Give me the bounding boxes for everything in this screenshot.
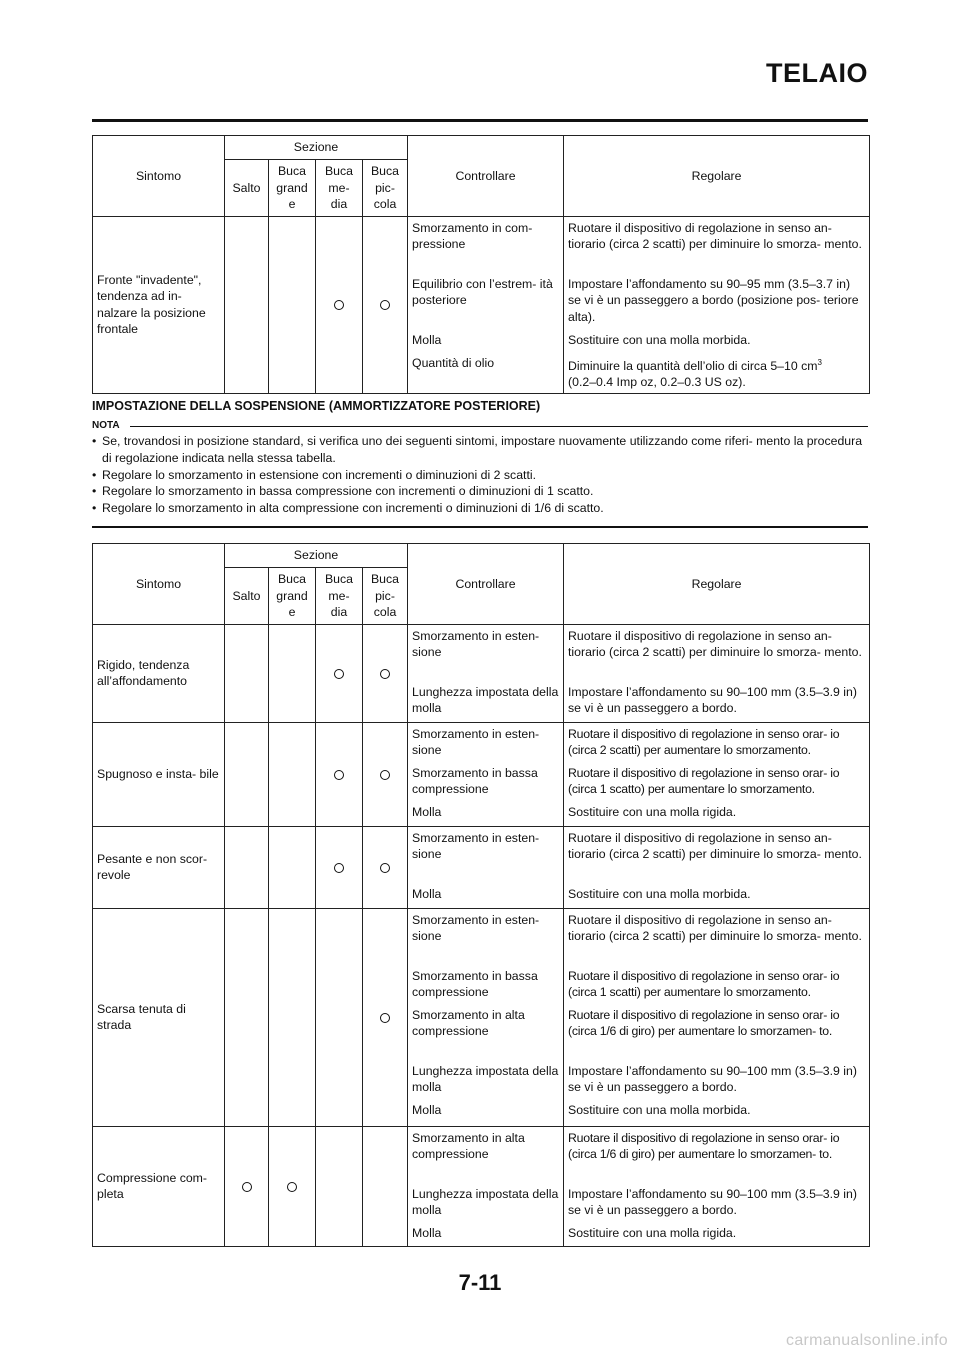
note-item: • Regolare lo smorzamento in estensione con incrementi o diminuzioni di 2 scatti. [92, 467, 870, 484]
unit-superscript: 3 [817, 357, 822, 367]
note-list [92, 433, 870, 517]
applies-circle-icon [334, 770, 344, 780]
buca-media-cell [316, 722, 363, 826]
check-item: Smorzamento in bassa compressione [412, 765, 538, 796]
buca-grande-cell [269, 826, 316, 908]
check-item: Molla [412, 1102, 442, 1117]
adjust-item: Ruotare il dispositivo di regolazione in senso orar- io (circa 1 scatti) per aumentare lo smorzamento. [568, 968, 840, 999]
buca-piccola-cell [363, 908, 408, 1126]
table-row [93, 908, 870, 1126]
adjust-item: Impostare l’affondamento su 90–100 mm (3.5–3.9 in) se vi è un passeggero a bordo. [568, 684, 857, 715]
buca-grande-cell [269, 908, 316, 1126]
applies-circle-icon [242, 1182, 252, 1192]
adjust-item: Ruotare il dispositivo di regolazione in senso orar- io (circa 1/6 di giro) per aumentare lo smorzamen- to. [568, 1130, 840, 1161]
table-row [93, 216, 870, 393]
applies-circle-icon [334, 300, 344, 310]
symptom-cell: Rigido, tendenza all’affondamento [93, 624, 225, 722]
applies-circle-icon [380, 1013, 390, 1023]
header-adjust: Regolare [564, 136, 870, 217]
salto-cell [225, 1126, 269, 1246]
adjust-cell [564, 722, 870, 826]
applies-circle-icon [380, 300, 390, 310]
adjust-cell [564, 826, 870, 908]
applies-circle-icon [334, 669, 344, 679]
check-cell [408, 216, 564, 393]
salto-cell [225, 722, 269, 826]
symptom-cell: Compressione com- pleta [93, 1126, 225, 1246]
symptom-cell: Scarsa tenuta di strada [93, 908, 225, 1126]
applies-circle-icon [334, 863, 344, 873]
salto-cell [225, 908, 269, 1126]
table-row [93, 826, 870, 908]
buca-piccola-cell [363, 1126, 408, 1246]
check-cell [408, 826, 564, 908]
check-item: Quantità di olio [412, 355, 495, 370]
header-rule [92, 119, 868, 122]
adjust-item: Ruotare il dispositivo di regolazione in senso an- tiorario (circa 2 scatti) per diminuire lo smorza- mento. [568, 912, 862, 943]
page-title: TELAIO [766, 58, 868, 88]
header-salto: Salto [225, 568, 269, 625]
header-check: Controllare [408, 544, 564, 625]
check-item: Lunghezza impostata della molla [412, 1186, 559, 1217]
adjust-item: Ruotare il dispositivo di regolazione in senso orar- io (circa 1 scatto) per aumentare lo smorzamento. [568, 765, 840, 796]
table-row [93, 722, 870, 826]
adjust-text: (0.2–0.4 Imp oz, 0.2–0.3 US oz). [568, 375, 746, 390]
symptom-cell: Pesante e non scor- revole [93, 826, 225, 908]
check-cell [408, 908, 564, 1126]
salto-cell [225, 826, 269, 908]
buca-grande-cell [269, 624, 316, 722]
buca-media-cell [316, 216, 363, 393]
check-item: Molla [412, 804, 442, 819]
symptom-cell: Fronte "invadente", tendenza ad in- nalzare la posizione frontale [93, 216, 225, 393]
note-label: NOTA [92, 420, 120, 431]
note-end-rule [92, 526, 868, 528]
check-item: Smorzamento in bassa compressione [412, 968, 538, 999]
note-rule [130, 426, 868, 427]
adjust-item: Impostare l’affondamento su 90–100 mm (3.5–3.9 in) se vi è un passeggero a bordo. [568, 1186, 857, 1217]
header-buca-piccola: Buca pic- cola [363, 160, 408, 217]
adjust-item: Impostare l’affondamento su 90–100 mm (3.5–3.9 in) se vi è un passeggero a bordo. [568, 1063, 857, 1094]
check-item: Lunghezza impostata della molla [412, 684, 559, 715]
salto-cell [225, 624, 269, 722]
adjust-item: Ruotare il dispositivo di regolazione in senso an- tiorario (circa 2 scatti) per diminuire lo smorza- mento. [568, 220, 862, 251]
check-item: Molla [412, 332, 442, 347]
applies-circle-icon [380, 863, 390, 873]
adjust-cell [564, 908, 870, 1126]
page-number: 7-11 [458, 1270, 502, 1295]
adjust-item: Sostituire con una molla morbida. [568, 1102, 751, 1117]
adjust-item: Sostituire con una molla morbida. [568, 332, 751, 347]
adjust-item: Ruotare il dispositivo di regolazione in senso orar- io (circa 2 scatti) per aumentare lo smorzamento. [568, 726, 840, 757]
buca-piccola-cell [363, 216, 408, 393]
header-symptom: Sintomo [93, 544, 225, 625]
header-section: Sezione [225, 544, 408, 568]
header-adjust: Regolare [564, 544, 870, 625]
buca-grande-cell [269, 1126, 316, 1246]
applies-circle-icon [287, 1182, 297, 1192]
adjust-item: Sostituire con una molla morbida. [568, 886, 751, 901]
header-buca-grande: Buca grand e [269, 568, 316, 625]
symptom-cell: Spugnoso e insta- bile [93, 722, 225, 826]
check-item: Smorzamento in esten- sione [412, 726, 540, 757]
check-cell [408, 624, 564, 722]
check-item: Smorzamento in com- pressione [412, 220, 533, 251]
buca-media-cell [316, 1126, 363, 1246]
watermark-text[interactable]: carmanualsonline.info [786, 1332, 948, 1349]
adjust-item: Sostituire con una molla rigida. [568, 804, 737, 819]
adjust-cell [564, 624, 870, 722]
header-section: Sezione [225, 136, 408, 160]
check-item: Smorzamento in esten- sione [412, 830, 540, 861]
front-suspension-table [92, 135, 870, 394]
check-item: Lunghezza impostata della molla [412, 1063, 559, 1094]
adjust-cell [564, 216, 870, 393]
header-buca-piccola: Buca pic- cola [363, 568, 408, 625]
check-item: Molla [412, 886, 442, 901]
check-item: Equilibrio con l’estrem- ità posteriore [412, 276, 553, 307]
check-item: Molla [412, 1225, 442, 1240]
header-buca-media: Buca me- dia [316, 568, 363, 625]
adjust-item: Ruotare il dispositivo di regolazione in senso an- tiorario (circa 2 scatti) per diminuire lo smorza- mento. [568, 628, 862, 659]
table-row [93, 1126, 870, 1246]
section-heading: IMPOSTAZIONE DELLA SOSPENSIONE (AMMORTIZZATORE POSTERIORE) [92, 399, 541, 413]
note-item: • Regolare lo smorzamento in bassa compressione con incrementi o diminuzioni di 1 scatto. [92, 483, 870, 500]
check-item: Smorzamento in alta compressione [412, 1007, 525, 1038]
applies-circle-icon [380, 770, 390, 780]
buca-piccola-cell [363, 624, 408, 722]
adjust-text: Diminuire la quantità dell’olio di circa 5–10 cm [568, 358, 818, 373]
adjust-cell [564, 1126, 870, 1246]
header-buca-grande: Buca grand e [269, 160, 316, 217]
salto-cell [225, 216, 269, 393]
buca-media-cell [316, 908, 363, 1126]
buca-piccola-cell [363, 722, 408, 826]
check-item: Smorzamento in alta compressione [412, 1130, 525, 1161]
adjust-item-oil [564, 349, 869, 391]
table-row [93, 624, 870, 722]
note-item: • Se, trovandosi in posizione standard, si verifica uno dei seguenti sintomi, impostare nuovamente utilizzando come riferi- mento la procedura di regolazione indicata nella stessa tabella. [92, 433, 870, 467]
buca-media-cell [316, 624, 363, 722]
buca-media-cell [316, 826, 363, 908]
header-buca-media: Buca me- dia [316, 160, 363, 217]
adjust-item: Impostare l’affondamento su 90–95 mm (3.5–3.7 in) se vi è un passeggero a bordo (posizione pos- teriore alta). [568, 276, 859, 324]
check-item: Smorzamento in esten- sione [412, 912, 540, 943]
check-item: Smorzamento in esten- sione [412, 628, 540, 659]
buca-grande-cell [269, 722, 316, 826]
adjust-item: Ruotare il dispositivo di regolazione in senso an- tiorario (circa 2 scatti) per diminuire lo smorza- mento. [568, 830, 862, 861]
check-cell [408, 722, 564, 826]
rear-suspension-table [92, 543, 870, 1247]
buca-piccola-cell [363, 826, 408, 908]
header-salto: Salto [225, 160, 269, 217]
check-cell [408, 1126, 564, 1246]
adjust-item: Ruotare il dispositivo di regolazione in senso orar- io (circa 1/6 di giro) per aumentare lo smorzamen- to. [568, 1007, 840, 1038]
header-symptom: Sintomo [93, 136, 225, 217]
note-item: • Regolare lo smorzamento in alta compressione con incrementi o diminuzioni di 1/6 di scatto. [92, 500, 870, 517]
applies-circle-icon [380, 669, 390, 679]
header-check: Controllare [408, 136, 564, 217]
buca-grande-cell [269, 216, 316, 393]
adjust-item: Sostituire con una molla rigida. [568, 1225, 737, 1240]
